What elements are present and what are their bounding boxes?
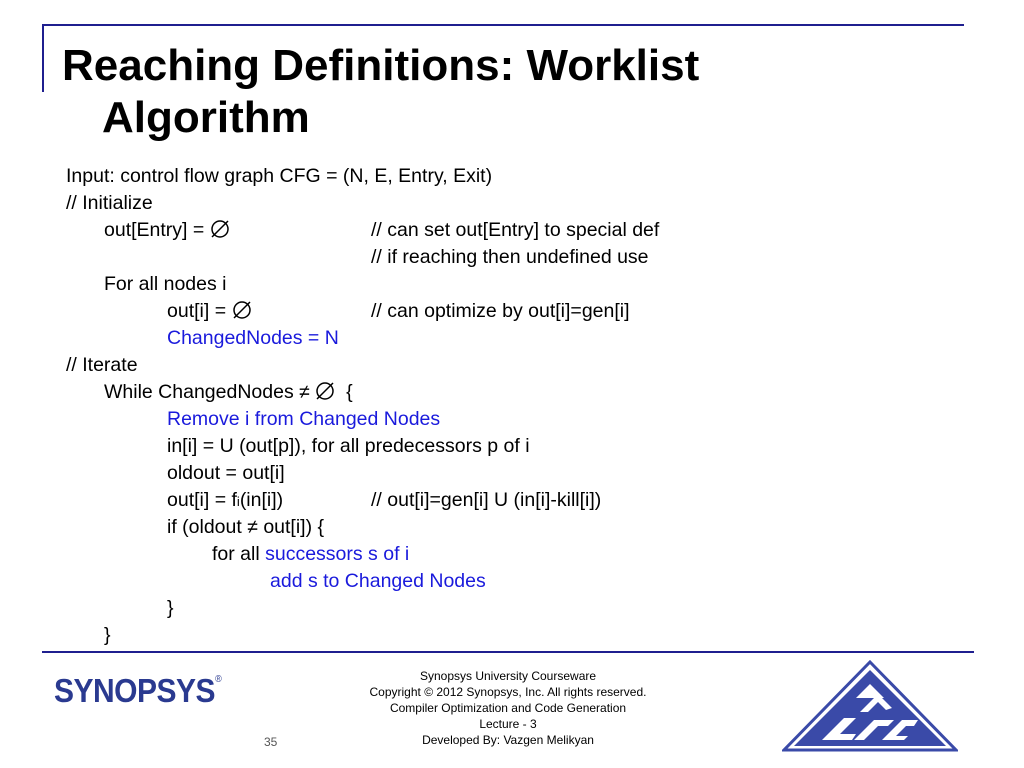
footer-rule	[42, 651, 974, 653]
while-text: While ChangedNodes ≠	[104, 381, 316, 403]
credit-lecture: Lecture - 3	[479, 717, 537, 731]
code-line-out-entry	[104, 218, 230, 242]
code-line-for-all-nodes: For all nodes i	[104, 273, 227, 295]
code-line-transfer	[167, 488, 283, 514]
code-comment-gen-kill: // out[i]=gen[i] U (in[i]-kill[i])	[371, 489, 602, 511]
page-number: 35	[264, 735, 278, 749]
title-frame-left-rule	[42, 24, 44, 92]
out-entry-text: out[Entry] =	[104, 219, 210, 241]
footer-credits	[340, 668, 676, 748]
title-frame-top-rule	[42, 24, 964, 26]
empty-set-icon	[210, 219, 230, 239]
registered-mark: ®	[215, 673, 222, 685]
code-line-changed-nodes-init: ChangedNodes = N	[167, 327, 339, 349]
slide-title	[62, 40, 962, 144]
credit-course-title: Compiler Optimization and Code Generation	[389, 701, 627, 715]
title-line-1: Reaching Definitions: Worklist	[62, 41, 700, 90]
transfer-text: out[i] = f	[167, 489, 237, 511]
empty-set-icon	[232, 300, 252, 320]
code-line-oldout: oldout = out[i]	[167, 462, 285, 484]
for-all-text: for all	[212, 543, 266, 565]
code-comment-undefined-use: // if reaching then undefined use	[371, 246, 649, 268]
code-comment-optimize: // can optimize by out[i]=gen[i]	[371, 300, 630, 322]
code-line-remove-i: Remove i from Changed Nodes	[167, 408, 441, 430]
code-comment-special-def: // can set out[Entry] to special def	[371, 219, 660, 241]
while-brace: {	[335, 381, 353, 403]
code-line-while	[104, 380, 353, 404]
credit-copyright: Copyright © 2012 Synopsys, Inc. All rights reserved.	[369, 685, 647, 699]
transfer-arg: (in[i])	[239, 489, 284, 511]
credit-courseware: Synopsys University Courseware	[419, 669, 597, 683]
transfer-subscript: i	[236, 494, 240, 509]
code-line-if-close-brace: }	[167, 597, 174, 619]
code-line-for-successors	[212, 542, 409, 566]
code-line-out-i	[167, 299, 252, 323]
code-line-add-successor: add s to Changed Nodes	[270, 570, 486, 592]
out-i-text: out[i] =	[167, 300, 232, 322]
code-line-if-changed: if (oldout ≠ out[i]) {	[167, 516, 325, 538]
credit-author: Developed By: Vazgen Melikyan	[422, 733, 594, 747]
synopsys-logo-text: SYNOPSYS	[54, 673, 216, 710]
successors-text: successors s of i	[265, 543, 410, 565]
code-line-iterate-comment: // Iterate	[66, 354, 138, 376]
university-emblem-icon	[782, 660, 958, 757]
code-line-in-i: in[i] = U (out[p]), for all predecessors p of i	[167, 435, 530, 457]
code-line-while-close-brace: }	[104, 624, 111, 646]
synopsys-logo	[54, 673, 221, 710]
empty-set-icon	[315, 381, 335, 401]
code-line-initialize-comment: // Initialize	[66, 192, 153, 214]
title-line-2: Algorithm	[102, 93, 310, 142]
code-line-input: Input: control flow graph CFG = (N, E, Entry, Exit)	[66, 165, 493, 187]
